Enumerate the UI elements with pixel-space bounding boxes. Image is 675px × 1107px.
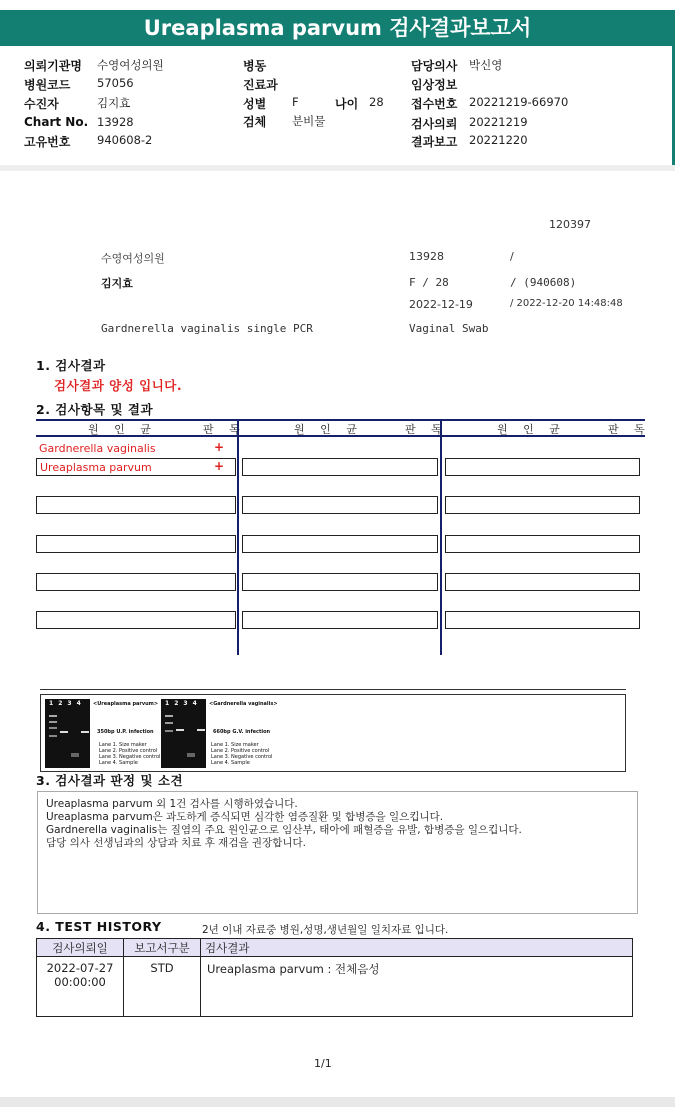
history-type: STD — [124, 957, 201, 1017]
label-clinical-info: 임상정보 — [411, 78, 458, 92]
value-receipt-no: 20221219-66970 — [469, 95, 569, 109]
info-name: 김지효 — [101, 277, 133, 290]
label-report-date: 결과보고 — [411, 135, 458, 149]
result-cell — [36, 573, 236, 591]
gel-lane-legend-left: Lane 1. Size maker Lane 2. Positive control Lane 3. Negative control Lane 4. Sample — [99, 742, 161, 766]
label-age: 나이 — [335, 97, 359, 111]
value-age: 28 — [369, 95, 384, 109]
result-cell — [242, 496, 438, 514]
history-note: 2년 이내 자료중 병원,성명,생년월일 일치자료 입니다. — [202, 924, 449, 936]
gel-lane-panel — [161, 699, 206, 768]
result-cell — [445, 573, 640, 591]
opinion-line: Ureaplasma parvum 외 1건 검사를 시행하였습니다. — [46, 798, 298, 810]
label-request-date: 검사의뢰 — [411, 117, 458, 131]
history-result: Ureaplasma parvum : 전체음성 — [201, 957, 633, 1017]
value-sex: F — [292, 95, 299, 109]
col-pathogen-3: 원 인 균 — [497, 423, 566, 436]
col-judgement-1: 판 독 — [203, 423, 246, 436]
value-specimen: 분비물 — [292, 114, 326, 128]
col-pathogen-2: 원 인 균 — [294, 423, 363, 436]
result-cell — [36, 611, 236, 629]
gel-lane-legend-right: Lane 1. Size maker Lane 2. Positive control Lane 3. Negative control Lane 4. Sample — [211, 742, 273, 766]
report-id: 120397 — [549, 218, 591, 231]
info-report-datetime: / 2022-12-20 14:48:48 — [510, 298, 623, 309]
col-judgement-3: 판 독 — [608, 423, 651, 436]
result-cell — [36, 535, 236, 553]
lane-numbers: 1234 — [49, 700, 86, 707]
opinion-box — [37, 791, 638, 914]
report-title: Ureaplasma parvum 검사결과보고서 — [0, 10, 675, 46]
label-sex: 성별 — [243, 97, 267, 111]
result-table-divider-2 — [440, 419, 442, 655]
opinion-line: Gardnerella vaginalis는 질염의 주요 원인균으로 임산부, 태아에 패혈증을 유발, 합병증을 일으킵니다. — [46, 824, 522, 836]
info-clinic: 수영여성의원 — [101, 252, 165, 265]
value-collector: 김지효 — [97, 96, 131, 110]
history-col-type: 보고서구분 — [124, 939, 201, 957]
history-col-date: 검사의뢰일 — [37, 939, 124, 957]
bottom-margin — [0, 1097, 675, 1107]
info-chart: 13928 — [409, 250, 444, 263]
label-hospital-code: 병원코드 — [24, 78, 71, 92]
lane-numbers: 1234 — [165, 700, 202, 707]
result-cell — [445, 535, 640, 553]
section2-heading: 2. 검사항목 및 결과 — [36, 402, 154, 417]
opinion-line: 담당 의사 선생님과의 상담과 치료 후 재검을 권장합니다. — [46, 837, 306, 849]
pathogen-result: + — [214, 459, 225, 473]
info-test-name: Gardnerella vaginalis single PCR — [101, 322, 313, 335]
pathogen-name: Ureaplasma parvum — [40, 461, 152, 474]
col-pathogen-1: 원 인 균 — [88, 423, 157, 436]
value-hospital-code: 57056 — [97, 76, 134, 90]
label-receipt-no: 접수번호 — [411, 97, 458, 111]
opinion-line: Ureaplasma parvum은 과도하게 증식되면 심각한 염증질환 및 합병증을 일으킵니다. — [46, 811, 444, 823]
history-time: 00:00:00 — [54, 975, 106, 989]
result-cell — [445, 611, 640, 629]
col-judgement-2: 판 독 — [405, 423, 448, 436]
value-unique-no: 940608-2 — [97, 133, 153, 147]
label-chart-no: Chart No. — [24, 115, 89, 129]
label-unique-no: 고유번호 — [24, 135, 71, 149]
gel-lane-panel — [45, 699, 90, 768]
info-slash: / — [510, 250, 514, 263]
page-number: 1/1 — [314, 1057, 332, 1070]
pathogen-name: Gardnerella vaginalis — [39, 442, 156, 455]
value-institution: 수영여성의원 — [97, 58, 164, 72]
info-birth: / (940608) — [510, 276, 577, 289]
label-collector: 수진자 — [24, 97, 59, 111]
gel-band-right: 660bp G.V. infection — [213, 729, 271, 735]
result-table-divider-1 — [237, 419, 239, 655]
gel-electrophoresis-image — [40, 694, 626, 772]
history-table — [36, 938, 633, 1017]
result-summary: 검사결과 양성 입니다. — [54, 378, 183, 393]
value-chart-no: 13928 — [97, 115, 134, 129]
label-ward: 병동 — [243, 59, 267, 73]
info-sex-age: F / 28 — [409, 276, 449, 289]
history-date-cell — [37, 957, 124, 1017]
section3-heading: 3. 검사결과 판정 및 소견 — [36, 773, 184, 788]
gel-title-left: <Ureaplasma parvum> — [93, 701, 159, 707]
value-report-date: 20221220 — [469, 133, 528, 147]
section1-heading: 1. 검사결과 — [36, 358, 106, 373]
result-cell — [36, 496, 236, 514]
result-cell — [242, 535, 438, 553]
history-col-result: 검사결과 — [201, 939, 633, 957]
info-specimen: Vaginal Swab — [409, 322, 489, 335]
result-cell — [242, 611, 438, 629]
gel-band-left: 350bp U.P. infection — [97, 729, 154, 735]
history-date: 2022-07-27 — [46, 961, 114, 975]
header-separator — [0, 165, 675, 171]
result-cell — [445, 458, 640, 476]
label-doctor: 담당의사 — [411, 59, 458, 73]
section4-heading: 4. TEST HISTORY — [36, 919, 162, 934]
value-request-date: 20221219 — [469, 115, 528, 129]
table-row — [37, 957, 633, 1017]
label-department: 진료과 — [243, 78, 278, 92]
info-request-date: 2022-12-19 — [409, 298, 473, 311]
result-cell — [445, 496, 640, 514]
result-cell — [242, 573, 438, 591]
gel-title-right: <Gardnerella vaginalis> — [209, 701, 278, 707]
gel-top-rule — [40, 689, 626, 690]
result-cell — [242, 458, 438, 476]
label-specimen: 검체 — [243, 115, 267, 129]
value-doctor: 박신영 — [469, 58, 503, 72]
label-institution: 의뢰기관명 — [24, 59, 82, 73]
pathogen-result: + — [214, 440, 225, 454]
